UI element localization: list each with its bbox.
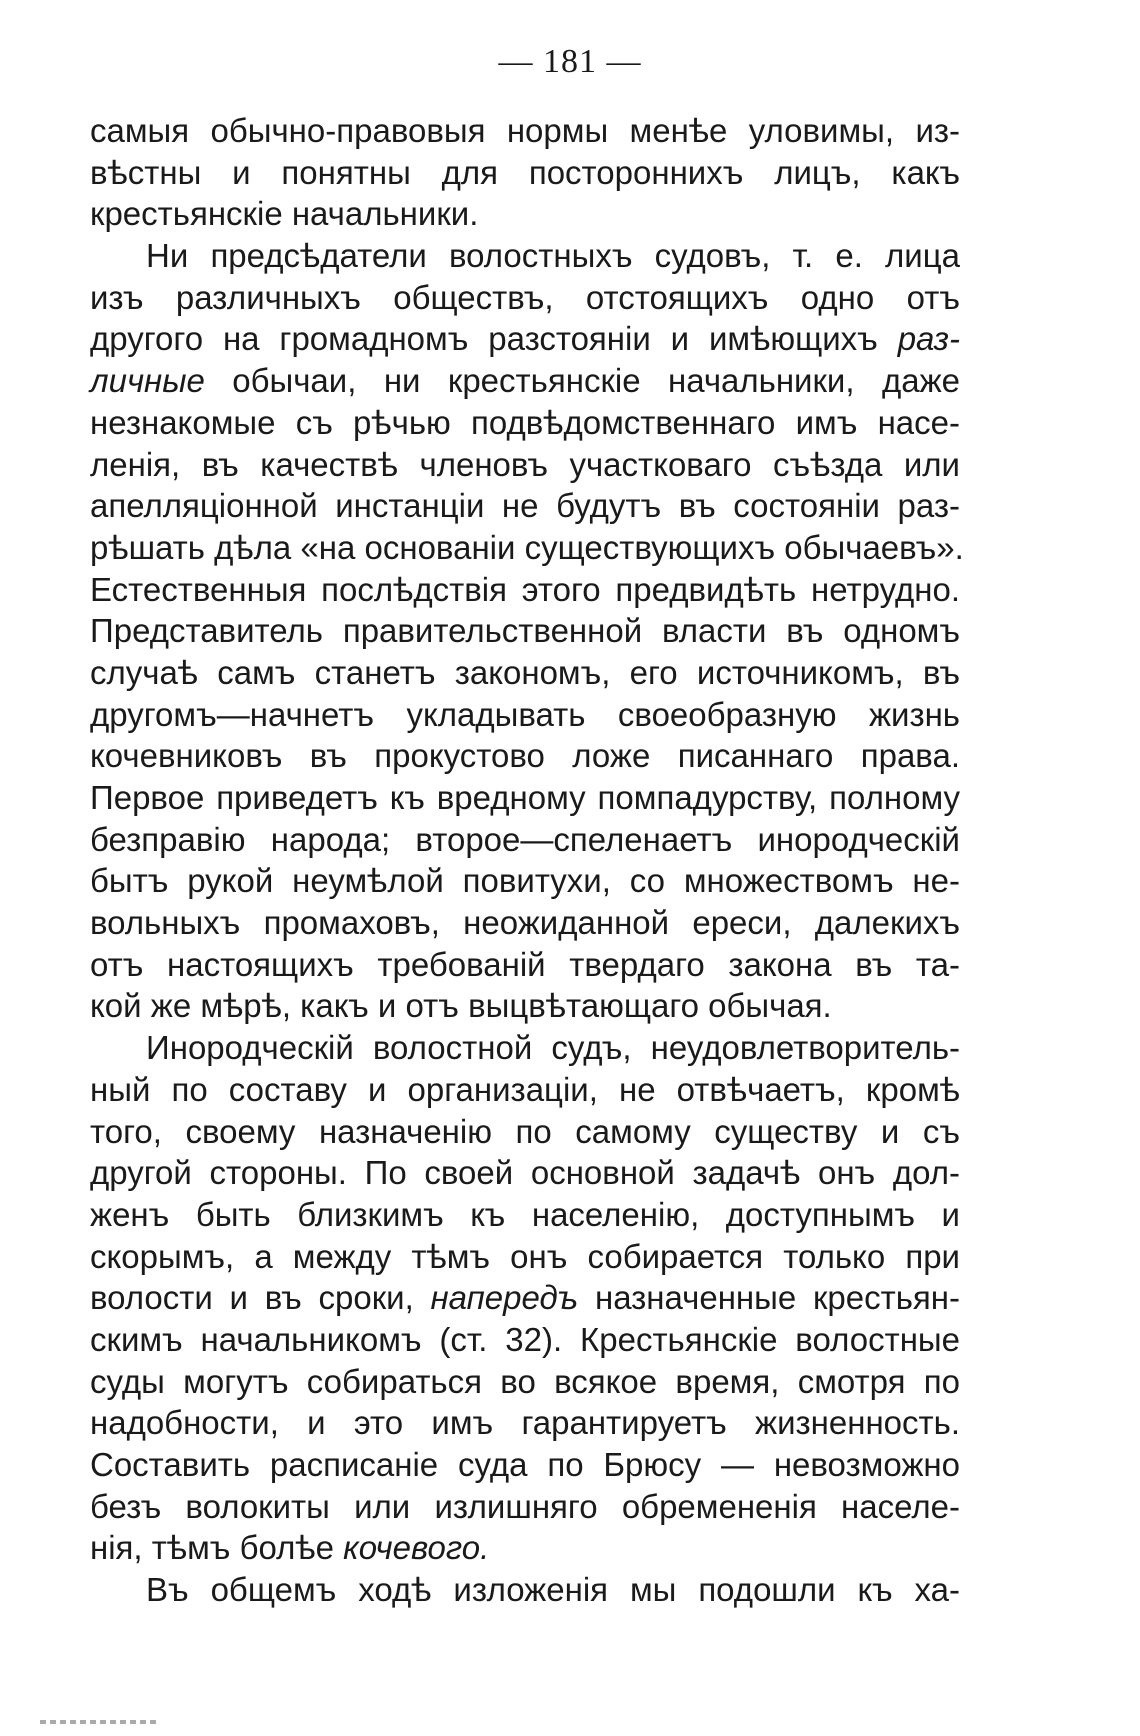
text-line: скорымъ, а между тѣмъ онъ собирается только при bbox=[90, 1237, 960, 1275]
text-line: Въ общемъ ходѣ изложенія мы подошли къ ха- bbox=[146, 1571, 960, 1609]
text-line: скимъ начальникомъ (ст. 32). Крестьянскіе волостные bbox=[90, 1320, 960, 1358]
text-line: изъ различныхъ обществъ, отстоящихъ одно отъ bbox=[90, 278, 960, 316]
text-line: безправію народа; второе—спеленаетъ инородческій bbox=[90, 820, 960, 858]
text-line: ный по составу и организаціи, не отвѣчаетъ, кромѣ bbox=[90, 1070, 960, 1108]
text-line: кой же мѣрѣ, какъ и отъ выцвѣтающаго обычая. bbox=[90, 987, 832, 1025]
text-line: рѣшать дѣла «на основаніи существующихъ обычаевъ». bbox=[90, 528, 964, 566]
text-line: женъ быть близкимъ къ населенію, доступнымъ и bbox=[90, 1195, 960, 1233]
text-line: вѣстны и понятны для постороннихъ лицъ, какъ bbox=[90, 153, 960, 191]
text-line: ленія, въ качествѣ членовъ участковаго съѣзда или bbox=[90, 445, 960, 483]
text-line: личные обычаи, ни крестьянскіе начальники, даже bbox=[90, 362, 960, 400]
text-line: бытъ рукой неумѣлой повитухи, со множествомъ не- bbox=[90, 862, 960, 900]
text-line: Составить расписаніе суда по Брюсу — невозможно bbox=[90, 1446, 960, 1483]
text-line: крестьянскіе начальники. bbox=[90, 195, 479, 233]
text-line: Естественныя послѣдствія этого предвидѣть нетрудно. bbox=[90, 570, 960, 608]
text-line: Представитель правительственной власти въ одномъ bbox=[90, 612, 960, 650]
text-line: волости и въ сроки, напередъ назначенные крестьян- bbox=[90, 1279, 960, 1317]
text-line: нія, тѣмъ болѣе кочевого. bbox=[90, 1529, 490, 1567]
page-number: — 181 — bbox=[498, 43, 642, 80]
page-body-text bbox=[90, 110, 964, 1611]
text-line: отъ настоящихъ требованій твердаго закона въ та- bbox=[90, 945, 960, 983]
text-line: апелляціонной инстанціи не будутъ въ состояніи раз- bbox=[90, 487, 960, 525]
text-line: Ни предсѣдатели волостныхъ судовъ, т. е. лица bbox=[146, 237, 960, 275]
text-line: случаѣ самъ станетъ закономъ, его источникомъ, въ bbox=[90, 653, 960, 691]
text-line: безъ волокиты или излишняго обремененія населе- bbox=[90, 1487, 960, 1525]
text-line: другой стороны. По своей основной задачѣ онъ дол- bbox=[90, 1154, 960, 1192]
scan-artifact bbox=[40, 1720, 160, 1724]
text-line: вольныхъ промаховъ, неожиданной ереси, далекихъ bbox=[90, 904, 960, 942]
text-line: другого на громадномъ разстояніи и имѣющихъ раз- bbox=[90, 320, 960, 358]
text-line: самыя обычно-правовыя нормы менѣе уловимы, из- bbox=[90, 112, 960, 149]
text-line: незнакомые съ рѣчью подвѣдомственнаго имъ насе- bbox=[90, 403, 960, 441]
text-line: Первое приведетъ къ вредному помпадурству, полному bbox=[90, 779, 960, 816]
text-line: надобности, и это имъ гарантируетъ жизненность. bbox=[90, 1404, 960, 1442]
text-line: того, своему назначенію по самому существу и съ bbox=[90, 1112, 960, 1150]
text-line: другомъ—начнетъ укладывать своеобразную жизнь bbox=[90, 695, 960, 733]
text-line: кочевниковъ въ прокустово ложе писаннаго права. bbox=[90, 737, 960, 775]
text-line: Инородческій волостной судъ, неудовлетворитель- bbox=[146, 1029, 960, 1067]
text-line: суды могутъ собираться во всякое время, смотря по bbox=[90, 1362, 960, 1400]
